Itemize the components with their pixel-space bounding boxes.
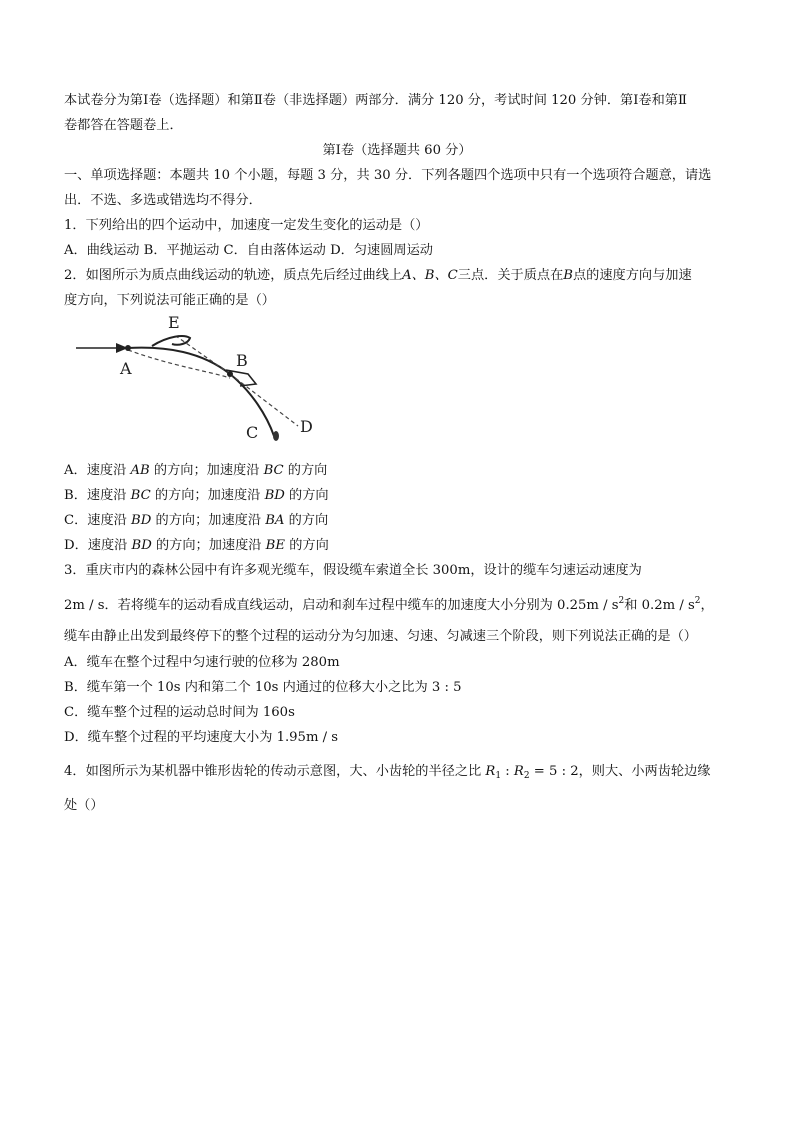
q2-option-c-suffix: 的方向 [284, 513, 329, 528]
q2-option-d-prefix: D．速度沿 [64, 538, 132, 553]
intro-line-1: 本试卷分为第Ⅰ卷（选择题）和第Ⅱ卷（非选择题）两部分．满分 120 分，考试时间 120 分钟．第Ⅰ卷和第Ⅱ [64, 93, 687, 108]
q3-line-1: 3．重庆市内的森林公园中有许多观光缆车，假设缆车索道全长 300m，设计的缆车匀速运动速度为 [64, 563, 642, 578]
q2-option-a-accel: BC [263, 463, 284, 478]
label-d: D [300, 417, 313, 436]
point-c [273, 431, 279, 441]
q2-option-b-suffix: 的方向 [284, 488, 329, 503]
q3-option-d: D．缆车整个过程的平均速度大小为 1.95m / s [64, 730, 339, 745]
q2-stem-point-b: B [563, 268, 573, 283]
q2-option-c-velocity: BD [131, 513, 152, 528]
q3-option-b: B．缆车第一个 10s 内和第二个 10s 内通过的位移大小之比为 3 : 5 [64, 680, 462, 695]
q4-line-2: 处（） [64, 798, 104, 813]
q2-option-d [64, 537, 732, 555]
point-b [227, 371, 233, 377]
q1-stem: 1．下列给出的四个运动中，加速度一定发生变化的运动是（） [64, 218, 429, 233]
q2-stem-line-1 [64, 267, 732, 285]
q2-option-b-velocity: BC [130, 488, 151, 503]
line-be [176, 336, 230, 374]
q3-line-3: 缆车由静止出发到最终停下的整个过程的运动分为匀加速、匀速、匀减速三个阶段，则下列说法正确的是（） [64, 629, 697, 644]
label-a: A [120, 359, 132, 378]
q2-stem-points: A、B、C [402, 268, 458, 283]
q4-colon: : [501, 764, 514, 779]
label-e: E [168, 313, 180, 332]
line-bd [230, 374, 298, 426]
q2-stem-b: 三点．关于质点在 [457, 268, 564, 283]
q3-option-a: A．缆车在整个过程中匀速行驶的位移为 280m [64, 655, 340, 670]
q2-option-d-velocity: BD [131, 538, 152, 553]
q4-line-1-b: ，则大、小两齿轮边缘 [578, 764, 711, 779]
q2-stem-a: 2．如图所示为质点曲线运动的轨迹，质点先后经过曲线上 [64, 268, 403, 283]
trajectory-figure [72, 308, 332, 448]
q2-option-a-velocity: AB [130, 463, 150, 478]
q2-option-c-accel: BA [265, 513, 285, 528]
q2-option-d-mid: 的方向；加速度沿 [151, 538, 266, 553]
point-a [125, 345, 131, 351]
q3-line-2-b: 和 0.2m / s [624, 598, 695, 613]
section-title: 第Ⅰ卷（选择题共 60 分） [322, 143, 472, 158]
q4-line-1 [64, 763, 732, 781]
intro-line-2: 卷都答在答题卷上． [64, 118, 183, 133]
q4-r2: R [513, 764, 524, 779]
q2-option-c-mid: 的方向；加速度沿 [151, 513, 266, 528]
q2-option-c [64, 512, 732, 530]
q2-option-d-suffix: 的方向 [285, 538, 329, 553]
q3-sup-2: 2 [694, 596, 701, 606]
q2-option-a [64, 462, 732, 480]
q2-option-b [64, 487, 732, 505]
q2-option-a-mid: 的方向；加速度沿 [149, 463, 264, 478]
q1-options: A．曲线运动 B．平抛运动 C．自由落体运动 D．匀速圆周运动 [64, 243, 433, 258]
label-b: B [236, 351, 248, 370]
hook-e [152, 336, 190, 346]
q2-option-a-suffix: 的方向 [283, 463, 328, 478]
q2-stem-c: 点的速度方向与加速 [572, 268, 692, 283]
q3-sup-1: 2 [618, 596, 625, 606]
q4-line-1-a: 4．如图所示为某机器中锥形齿轮的传动示意图，大、小齿轮的半径之比 [64, 764, 486, 779]
q2-option-d-accel: BE [265, 538, 285, 553]
q4-ratio: = 5 : 2 [529, 764, 579, 779]
q4-r2-sub: 2 [523, 771, 530, 781]
q3-line-2-a: 2m / s．若将缆车的运动看成直线运动，启动和刹车过程中缆车的加速度大小分别为 0.25m / s [64, 598, 619, 613]
q4-r1-sub: 1 [495, 771, 502, 781]
q2-option-a-prefix: A．速度沿 [64, 463, 131, 478]
q2-option-b-accel: BD [264, 488, 285, 503]
q2-option-b-mid: 的方向；加速度沿 [150, 488, 265, 503]
q2-stem-line-2: 度方向，下列说法可能正确的是（） [64, 293, 275, 308]
q4-r1: R [485, 764, 496, 779]
q2-option-c-prefix: C．速度沿 [64, 513, 132, 528]
label-c: C [246, 423, 259, 442]
q2-option-b-prefix: B．速度沿 [64, 488, 131, 503]
q3-line-2-c: ， [700, 598, 714, 613]
q3-option-c: C．缆车整个过程的运动总时间为 160s [64, 705, 295, 720]
q3-line-2 [64, 597, 732, 615]
part1-line-2: 出．不选、多选或错选均不得分． [64, 193, 262, 208]
part1-line-1: 一、单项选择题：本题共 10 个小题，每题 3 分，共 30 分．下列各题四个选项中只有一个选项符合题意，请选 [64, 168, 712, 183]
